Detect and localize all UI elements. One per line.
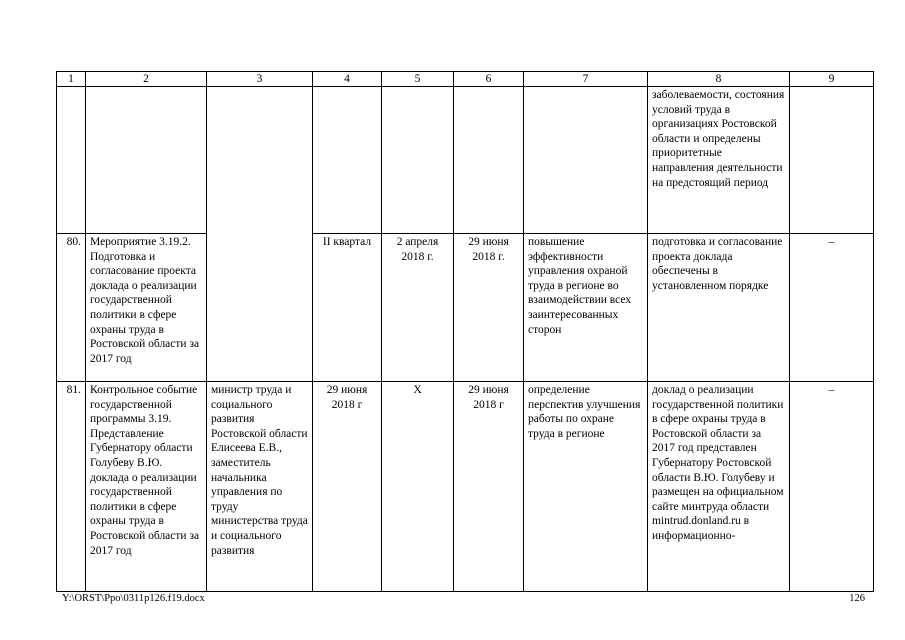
cell-effect	[524, 87, 648, 234]
cell-name: Контрольное событие государственной программы 3.19. Представление Губернатору области Голубеву В.Ю. доклада о реализации государственной политики в сфере охраны труда в Ростовской области за 2017 год	[86, 382, 207, 592]
header-cell: 2	[86, 72, 207, 87]
cell-start: Х	[382, 382, 454, 592]
row-number: 80.	[57, 234, 86, 382]
header-cell: 1	[57, 72, 86, 87]
cell-effect: повышение эффективности управления охраной труда в регионе во взаимодействии всех заинтересованных сторон	[524, 234, 648, 382]
header-cell: 6	[454, 72, 524, 87]
header-cell: 4	[313, 72, 382, 87]
cell-result: доклад о реализации государственной политики в сфере охраны труда в Ростовской области за 2017 год представлен Губернатору Ростовской области В.Ю. Голубеву и размещен на официальном сайте минтруда области mintrud.donland.ru в информационно-	[648, 382, 790, 592]
cell-start	[382, 87, 454, 234]
cell-name	[86, 87, 207, 234]
program-table	[56, 71, 874, 592]
header-cell: 3	[207, 72, 313, 87]
cell-result: подготовка и согласование проекта доклада обеспечены в установленном порядке	[648, 234, 790, 382]
cell-result: заболеваемости, состояния условий труда в организациях Ростовской области и определены приоритетные направления деятельности на предстоящий период	[648, 87, 790, 234]
header-cell: 8	[648, 72, 790, 87]
row-number: 81.	[57, 382, 86, 592]
header-row	[57, 72, 874, 87]
header-cell: 5	[382, 72, 454, 87]
continuation-row	[57, 87, 874, 234]
cell-deadline	[313, 87, 382, 234]
cell-end	[454, 87, 524, 234]
cell-responsible-merged	[207, 87, 313, 382]
cell-name: Мероприятие 3.19.2. Подготовка и согласование проекта доклада о реализации государственной политики в сфере охраны труда в Ростовской области за 2017 год	[86, 234, 207, 382]
cell-start: 2 апреля 2018 г.	[382, 234, 454, 382]
cell-end: 29 июня 2018 г.	[454, 234, 524, 382]
cell-num	[57, 87, 86, 234]
file-path: Y:\ORST\Ppo\0311p126.f19.docx	[62, 593, 205, 604]
cell-note	[790, 87, 874, 234]
page-number: 126	[849, 593, 865, 604]
cell-deadline: II квартал	[313, 234, 382, 382]
cell-responsible: министр труда и социального развития Ростовской области Елисеева Е.В., заместитель начальника управления по труду министерства труда и социального развития	[207, 382, 313, 592]
cell-note: –	[790, 234, 874, 382]
table-row	[57, 382, 874, 592]
cell-deadline: 29 июня 2018 г	[313, 382, 382, 592]
cell-end: 29 июня 2018 г	[454, 382, 524, 592]
table-row	[57, 234, 874, 382]
header-cell: 7	[524, 72, 648, 87]
cell-effect: определение перспектив улучшения работы по охране труда в регионе	[524, 382, 648, 592]
header-cell: 9	[790, 72, 874, 87]
cell-note: –	[790, 382, 874, 592]
